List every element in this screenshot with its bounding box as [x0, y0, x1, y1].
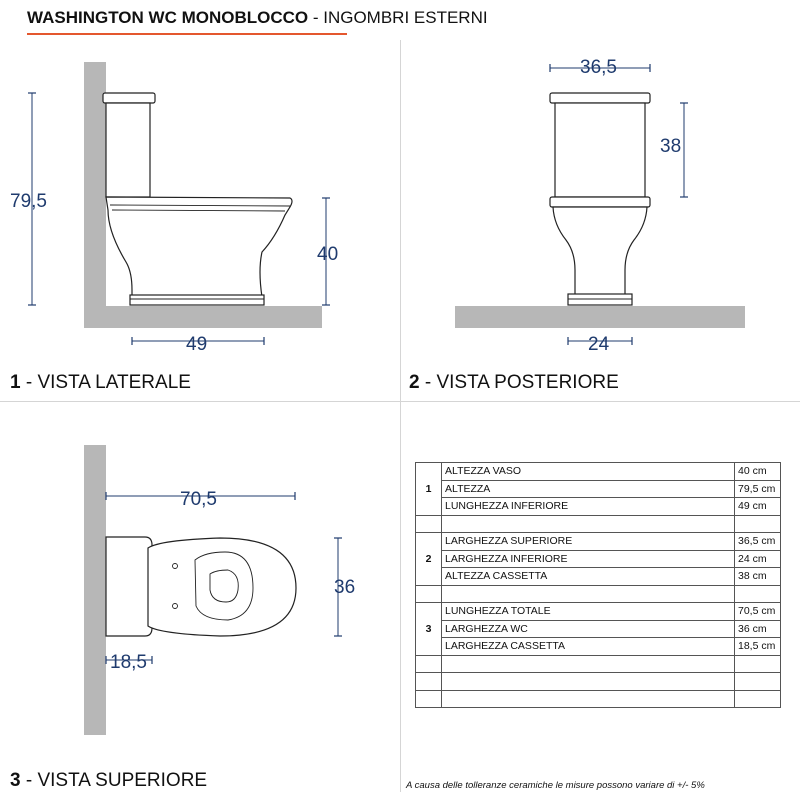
side-view-tank-lid: [103, 93, 155, 103]
table-spacer-row: [416, 515, 781, 533]
row-label: LARGHEZZA SUPERIORE: [442, 533, 735, 551]
row-label: ALTEZZA CASSETTA: [442, 568, 735, 586]
view-label-top: [10, 770, 207, 792]
row-value: 36,5 cm: [735, 533, 781, 551]
dim-width-wc: 36: [334, 577, 356, 598]
row-value: 24 cm: [735, 550, 781, 568]
dimensions-table: [415, 462, 781, 708]
side-view-bowl: [106, 197, 292, 300]
rear-view-bowl: [553, 207, 647, 295]
view-label-side: [10, 372, 191, 394]
dim-height-bowl: 40: [317, 244, 339, 265]
rear-view-base: [568, 294, 632, 305]
dim-length: 49: [186, 334, 208, 355]
table-row: [416, 498, 781, 516]
rear-view-tank-lid: [550, 93, 650, 103]
dim-width-bottom: 24: [588, 334, 610, 355]
side-view-base: [130, 295, 264, 305]
side-view: [10, 62, 338, 355]
view-label-text: - VISTA LATERALE: [20, 372, 191, 393]
top-view: [84, 445, 355, 735]
row-label: ALTEZZA: [442, 480, 735, 498]
title-product: WASHINGTON WC MONOBLOCCO: [27, 8, 309, 27]
row-label: LUNGHEZZA INFERIORE: [442, 498, 735, 516]
group-number: 3: [416, 603, 442, 656]
dim-height-total: 79,5: [10, 191, 47, 212]
row-value: 36 cm: [735, 620, 781, 638]
table-spacer-row: [416, 673, 781, 691]
table-row: [416, 463, 781, 481]
group-number: 2: [416, 533, 442, 586]
side-view-floor: [84, 306, 322, 328]
rear-view-floor: [455, 306, 745, 328]
top-view-bowl: [148, 538, 296, 636]
table-row: [416, 603, 781, 621]
rear-view-tank: [555, 103, 645, 197]
row-label: LARGHEZZA WC: [442, 620, 735, 638]
side-view-tank: [106, 103, 150, 197]
row-value: 79,5 cm: [735, 480, 781, 498]
title-subtitle: - INGOMBRI ESTERNI: [308, 8, 488, 27]
rear-view-seat: [550, 197, 650, 207]
dim-height-tank: 38: [660, 136, 682, 157]
row-label: ALTEZZA VASO: [442, 463, 735, 481]
dim-length-total: 70,5: [180, 489, 217, 510]
view-label-text: - VISTA SUPERIORE: [20, 770, 208, 791]
group-number: 1: [416, 463, 442, 516]
dim-tank-depth: 18,5: [110, 652, 147, 673]
view-label-rear: [409, 372, 619, 394]
row-label: LARGHEZZA INFERIORE: [442, 550, 735, 568]
row-value: 49 cm: [735, 498, 781, 516]
table-spacer-row: [416, 655, 781, 673]
table-row: [416, 550, 781, 568]
table-spacer-row: [416, 690, 781, 708]
row-label: LUNGHEZZA TOTALE: [442, 603, 735, 621]
table-row: [416, 568, 781, 586]
view-number: 3: [10, 770, 21, 791]
row-label: LARGHEZZA CASSETTA: [442, 638, 735, 656]
table-row: [416, 533, 781, 551]
rear-view: [455, 57, 745, 355]
view-number: 2: [409, 372, 420, 393]
tolerance-note: A causa delle tolleranze ceramiche le misure possono variare di +/- 5%: [406, 780, 705, 791]
top-view-wall: [84, 445, 106, 735]
row-value: 18,5 cm: [735, 638, 781, 656]
top-view-tank: [106, 537, 152, 636]
table-row: [416, 620, 781, 638]
view-label-text: - VISTA POSTERIORE: [419, 372, 619, 393]
dim-width-top: 36,5: [580, 57, 617, 78]
row-value: 38 cm: [735, 568, 781, 586]
table-row: [416, 480, 781, 498]
view-number: 1: [10, 372, 21, 393]
row-value: 40 cm: [735, 463, 781, 481]
table-spacer-row: [416, 585, 781, 603]
table-row: [416, 638, 781, 656]
row-value: 70,5 cm: [735, 603, 781, 621]
